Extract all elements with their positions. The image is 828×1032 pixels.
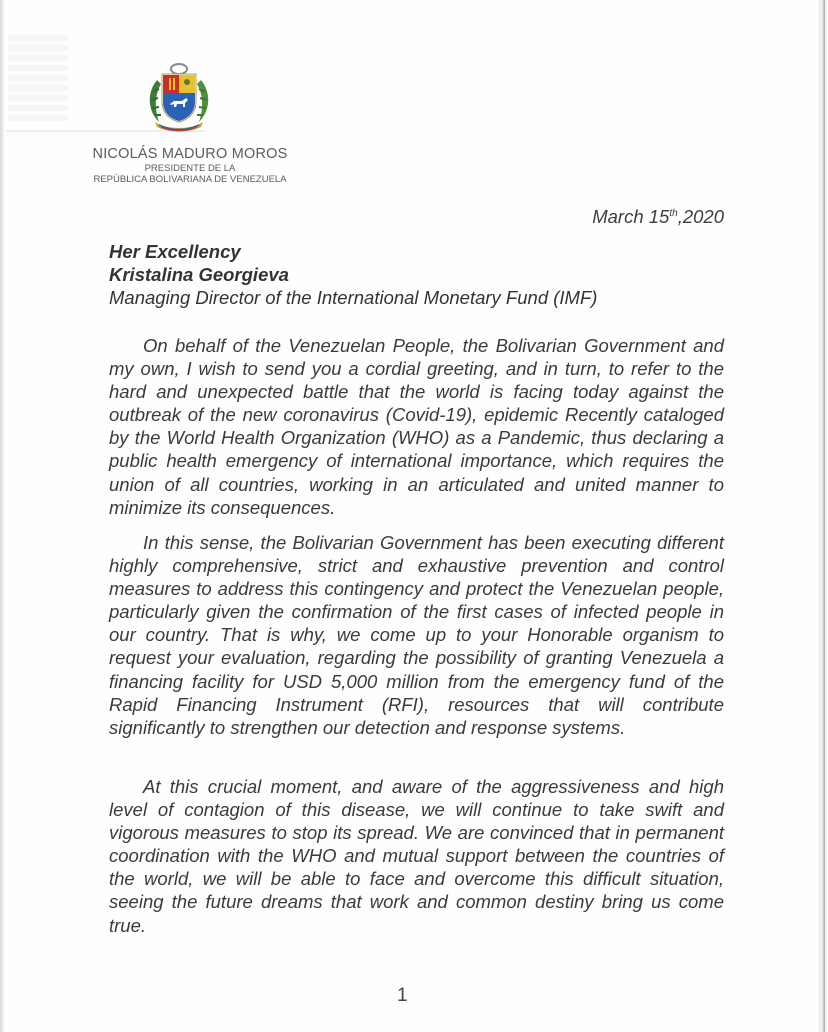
body-paragraph-1 (109, 334, 724, 519)
paragraph-text: At this crucial moment, and aware of the aggressiveness and high level of contagion of this disease, we will continue to take swift and vigorous measures to stop its spread. We are convinced that in permanent coordination with the WHO and mutual support between the countries of the world, we will be able to face and overcome this difficult situation, seeing the future dreams that work and common destiny bring us come true. (109, 776, 724, 936)
page-right-edge (818, 0, 828, 1032)
recipient-name: Kristalina Georgieva (109, 264, 289, 285)
recipient-salutation: Her Excellency (109, 241, 241, 262)
date-month-day: March 15 (592, 206, 670, 227)
paragraph-text: In this sense, the Bolivarian Government has been executing different highly comprehensive, strict and exhaustive prevention and control measures to address this contingency and protect the Venezuelan people, particularly given the confirmation of the first cases of infected people in our country. That is why, we come up to your Honorable organism to request your evaluation, regarding the possibility of granting Venezuela a financing facility for USD 5,000 million from the emergency fund of the Rapid Financing Instrument (RFI), resources that will contribute significantly to strengthen our detection and response systems. (109, 532, 724, 738)
letterhead (60, 146, 320, 185)
letter-date (592, 206, 724, 228)
page-number: 1 (397, 985, 408, 1006)
sender-title: PRESIDENTE DE LA (144, 163, 236, 174)
recipient-block (109, 240, 749, 309)
body-paragraph-3 (109, 775, 724, 937)
date-suffix: th (669, 207, 678, 219)
date-year: ,2020 (677, 206, 724, 227)
coat-of-arms-icon (145, 62, 213, 134)
recipient-position: Managing Director of the International Monetary Fund (IMF) (109, 287, 598, 308)
body-paragraph-2 (109, 531, 724, 739)
paragraph-text: On behalf of the Venezuelan People, the Bolivarian Government and my own, I wish to send you a cordial greeting, and in turn, to refer to the hard and unexpected battle that the world is facing today against the outbreak of the new coronavirus (Covid-19), epidemic Recently cataloged by the World Health Organization (WHO) as a Pandemic, thus declaring a public health emergency of international importance, which requires the union of all countries, working in an articulated and united manner to minimize its consequences. (109, 335, 724, 518)
sender-country: REPÚBLICA BOLIVARIANA DE VENEZUELA (93, 174, 287, 185)
bleed-through-text (8, 35, 68, 125)
sender-name: NICOLÁS MADURO MOROS (92, 146, 288, 162)
page-left-edge (0, 0, 4, 1032)
